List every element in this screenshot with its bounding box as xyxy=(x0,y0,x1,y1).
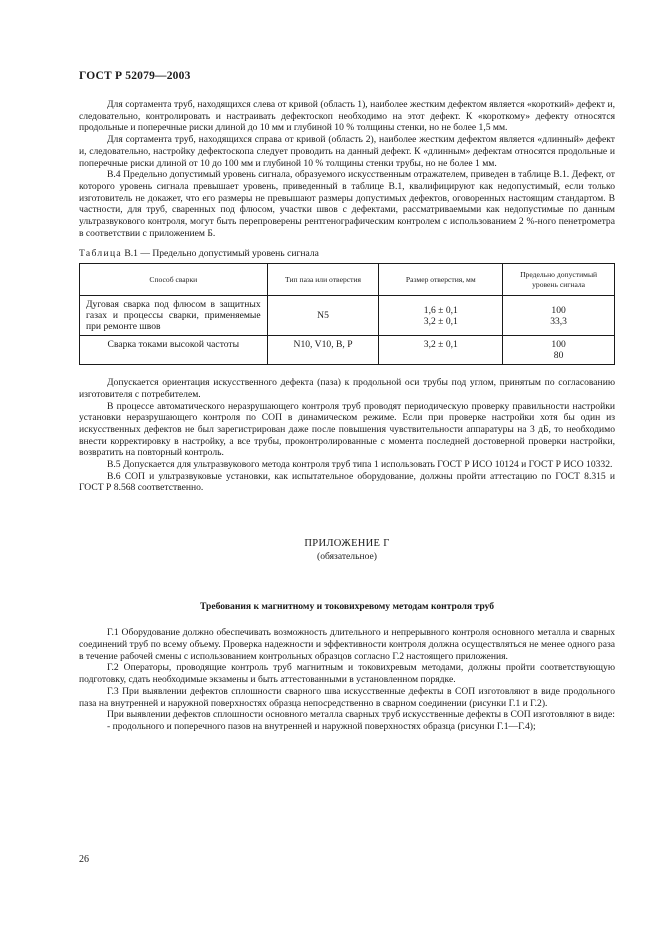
table-cell-type: N5 xyxy=(267,296,379,336)
table-cell-type: N10, V10, B, P xyxy=(267,336,379,365)
paragraph: Для сортамента труб, находящихся справа от кривой (область 2), наиболее жестким дефектом является «длинный» дефект и, следовательно, настройку дефектоскопа следует проводить на данный дефект. К «длинным» дефектам относятся продольные и поперечные риски длиной от 10 до 100 мм и глубиной 10 % толщины стенки трубы, но не более 1 мм. xyxy=(79,134,615,169)
post-table-text xyxy=(79,377,615,494)
table-header-cell: Способ сварки xyxy=(80,264,268,296)
document-header: ГОСТ Р 52079—2003 xyxy=(79,70,191,82)
level-value: 33,3 xyxy=(550,315,567,327)
document-body xyxy=(79,99,615,733)
section-heading: Требования к магнитному и токовихревому методам контроля труб xyxy=(199,600,494,612)
page-number: 26 xyxy=(79,854,89,865)
paragraph: В процессе автоматического неразрушающего контроля труб проводят периодическую проверку правильности настройки установки неразрушающего контроля по СОП в динамическом режиме. Если при проверке настройки хотя бы один из искусственных дефектов не был зарегистрирован даже после повышения чувствительности аппаратуры на 3 дБ, то необходимо внести корректировку в настройку, а все трубы, проконтролированные с момента последней достоверной проверки настройки, возвратить на повторный контроль. xyxy=(79,400,615,459)
table-header-cell: Тип паза или отверстия xyxy=(267,264,379,296)
table-caption-prefix: Таблица xyxy=(79,248,122,260)
level-value: 80 xyxy=(553,350,564,362)
table-row xyxy=(80,336,615,365)
paragraph: Г.3 При выявлении дефектов сплошности сварного шва искусственные дефекты в СОП изготовляют в виде продольного паза на внутренней и наружной поверхностях образца непосредственно в сварном соединении (рисунки Г.1 и Г.2). xyxy=(79,685,615,709)
table-cell-size xyxy=(379,336,503,365)
list-item: - продольного и поперечного пазов на внутренней и наружной поверхностях образца (рисунки Г.1—Г.4); xyxy=(107,720,536,732)
table-header-cell: Предельно допустимый уровень сигнала xyxy=(503,264,615,296)
table-caption-text: В.1 — Предельно допустимый уровень сигнала xyxy=(121,248,319,260)
size-value: 3,2 ± 0,1 xyxy=(423,339,458,351)
paragraph: В.6 СОП и ультразвуковые установки, как испытательное оборудование, должны пройти аттестацию по ГОСТ 8.315 и ГОСТ Р 8.568 соответственно. xyxy=(79,470,615,494)
annex-title: ПРИЛОЖЕНИЕ Г xyxy=(304,538,390,550)
size-value: 3,2 ± 0,1 xyxy=(423,315,458,327)
table-cell-level xyxy=(503,296,615,336)
paragraph: Допускается ориентация искусственного дефекта (паза) к продольной оси трубы под углом, принятым по согласованию изготовителя с потребителем. xyxy=(79,377,615,400)
table-cell-size xyxy=(379,296,503,336)
size-value: 1,6 ± 0,1 xyxy=(423,304,458,316)
annex-subtitle: (обязательное) xyxy=(317,550,377,562)
paragraph: Г.1 Оборудование должно обеспечивать возможность длительного и непрерывного контроля основного металла и сварных соединений труб по всему объему. Проверка надежности и эффективности контроля должна осуществляться не менее одного раза в течение рабочей смены с использованием контрольных образцов согласно Г.2 настоящего приложения. xyxy=(79,627,615,662)
table-caption xyxy=(79,248,615,260)
paragraph: В.5 Допускается для ультразвукового метода контроля труб типа 1 использовать ГОСТ Р ИСО 10124 и ГОСТ Р ИСО 10332. xyxy=(107,459,613,471)
level-value: 100 xyxy=(551,339,566,351)
signal-level-table xyxy=(79,263,615,365)
paragraph: Г.2 Операторы, проводящие контроль труб магнитным и токовихревым методами, должны пройти соответствующую подготовку, сдать необходимые экзамены и быть аттестованными в установленном порядке. xyxy=(79,662,615,686)
paragraph: Для сортамента труб, находящихся слева от кривой (область 1), наиболее жестким дефектом является «короткий» дефект и, следовательно, контролировать и настраивать дефектоскоп необходимо на этот дефект. К «короткому» дефекту относятся продольные и поперечные риски длиной до 10 мм и глубиной 10 % толщины стенки, но не более 1,5 мм. xyxy=(79,99,615,134)
table-cell-level xyxy=(503,336,615,365)
table-cell-method: Дуговая сварка под флюсом в защитных газах и процессы сварки, применяемые при ремонте швов xyxy=(80,296,268,336)
table-header-cell: Размер отверстия, мм xyxy=(379,264,503,296)
table-cell-method: Сварка токами высокой частоты xyxy=(80,336,268,365)
paragraph: В.4 Предельно допустимый уровень сигнала, образуемого искусственным отражателем, приведен в таблице В.1. Дефект, от которого уровень сигнала превышает уровень, приведенный в таблице В.1, квалифицируют как недопустимый, если только изготовитель не докажет, что его размеры не превышают размеры допустимых дефектов, оговоренных настоящим стандартом. В частности, для труб, сваренных под флюсом, участки швов с дефектами, рассматриваемыми как недопустимые по данным ультразвукового контроля, могут быть перепроверены рентгенографическим контролем с использованием 2 %-ного пенетрометра в соответствии с приложением Б. xyxy=(79,169,615,239)
level-value: 100 xyxy=(551,304,566,316)
table-row xyxy=(80,296,615,336)
table-header-row xyxy=(80,264,615,296)
paragraph: При выявлении дефектов сплошности основного металла сварных труб искусственные дефекты в СОП изготовляют в виде: xyxy=(107,709,615,721)
